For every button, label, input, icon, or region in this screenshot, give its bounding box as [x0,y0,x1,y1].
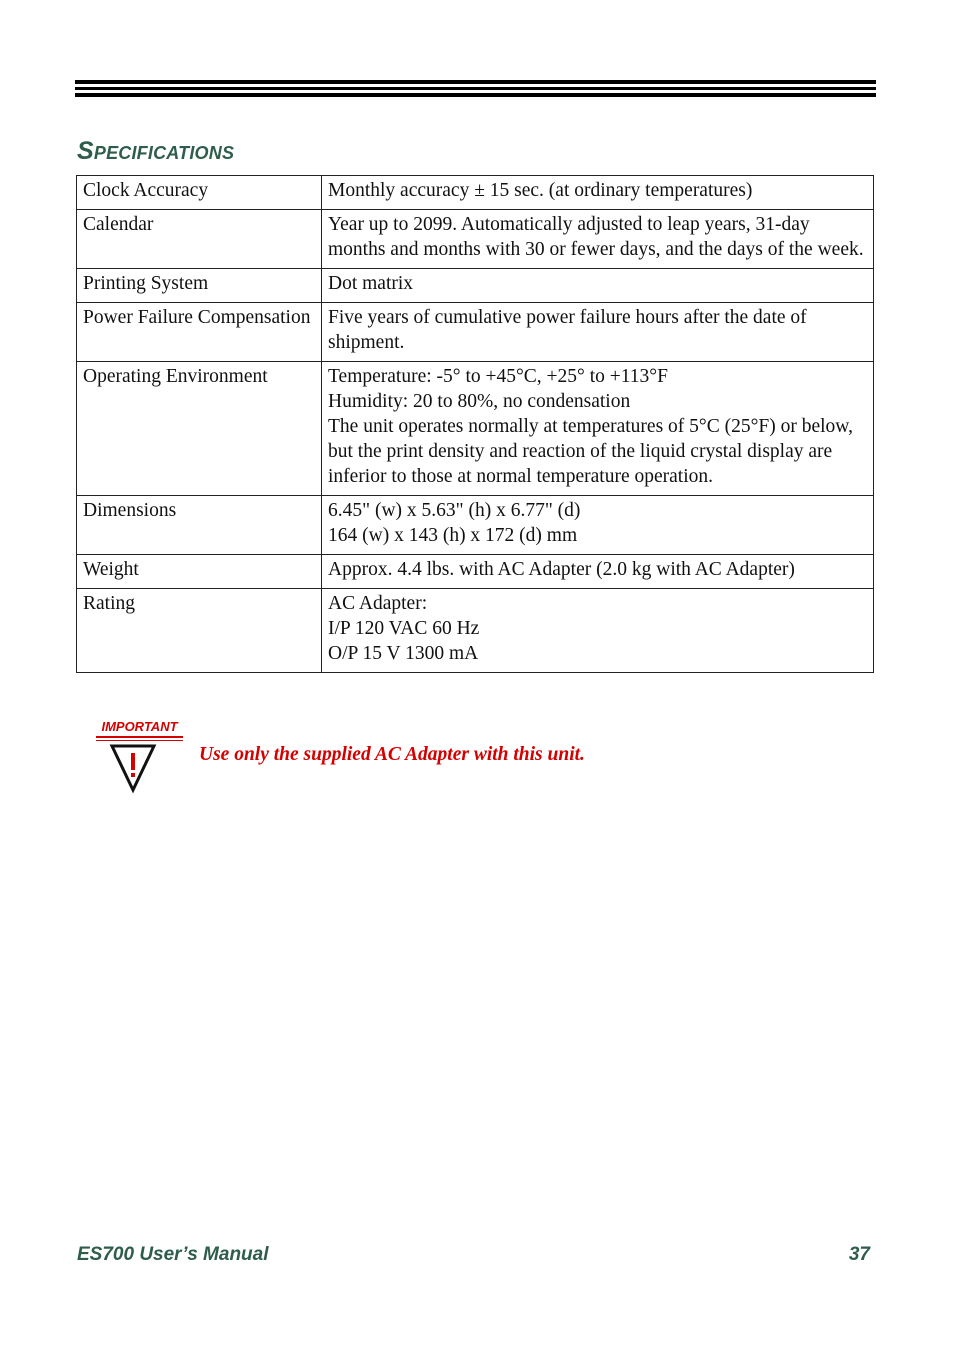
table-row [77,589,874,673]
important-label: IMPORTANT [96,719,183,738]
footer-manual-title: ES700 User’s Manual [77,1244,269,1265]
table-row [77,362,874,496]
spec-value-line: Year up to 2099. Automatically adjusted to leap years, 31-day months and months with 30 or fewer days, and the days of the week. [328,214,864,260]
header-rule-top [75,80,876,84]
table-row [77,303,874,362]
spec-value-line: Temperature: -5° to +45°C, +25° to +113°F [328,366,668,387]
table-row [77,496,874,555]
header-rule-bottom [75,93,876,97]
spec-label: Weight [77,555,322,589]
spec-value-line: AC Adapter: [328,593,428,614]
table-row [77,555,874,589]
spec-label: Dimensions [77,496,322,555]
specifications-table [76,175,874,673]
spec-value-line: O/P 15 V 1300 mA [328,643,479,664]
spec-value-line: 6.45" (w) x 5.63" (h) x 6.77" (d) [328,500,581,521]
spec-value-line: Approx. 4.4 lbs. with AC Adapter (2.0 kg with AC Adapter) [328,559,795,580]
spec-value-line: 164 (w) x 143 (h) x 172 (d) mm [328,525,578,546]
spec-value-line: Dot matrix [328,273,414,294]
spec-value-line: Five years of cumulative power failure hours after the date of shipment. [328,307,807,353]
section-title: Specifications [77,137,235,165]
spec-value-line: I/P 120 VAC 60 Hz [328,618,480,639]
spec-value [322,210,874,269]
spec-value [322,555,874,589]
spec-value [322,269,874,303]
spec-value [322,303,874,362]
spec-label: Power Failure Compensation [77,303,322,362]
spec-value [322,589,874,673]
spec-label: Operating Environment [77,362,322,496]
spec-value [322,496,874,555]
warning-message: Use only the supplied AC Adapter with this unit. [199,744,585,765]
table-row [77,210,874,269]
table-row [77,269,874,303]
header-rule-middle [75,87,876,90]
spec-value-line: The unit operates normally at temperatures of 5°C (25°F) or below, but the print density and reaction of the liquid crystal display are inferior to those at normal temperature operation. [328,416,853,487]
spec-label: Calendar [77,210,322,269]
warning-triangle-icon [109,742,157,794]
spec-value-line: Humidity: 20 to 80%, no condensation [328,391,631,412]
spec-value-line: Monthly accuracy ± 15 sec. (at ordinary temperatures) [328,180,753,201]
spec-label: Rating [77,589,322,673]
spec-value [322,362,874,496]
spec-value [322,176,874,210]
spec-label: Printing System [77,269,322,303]
spec-label: Clock Accuracy [77,176,322,210]
table-row [77,176,874,210]
page-number: 37 [848,1244,870,1265]
